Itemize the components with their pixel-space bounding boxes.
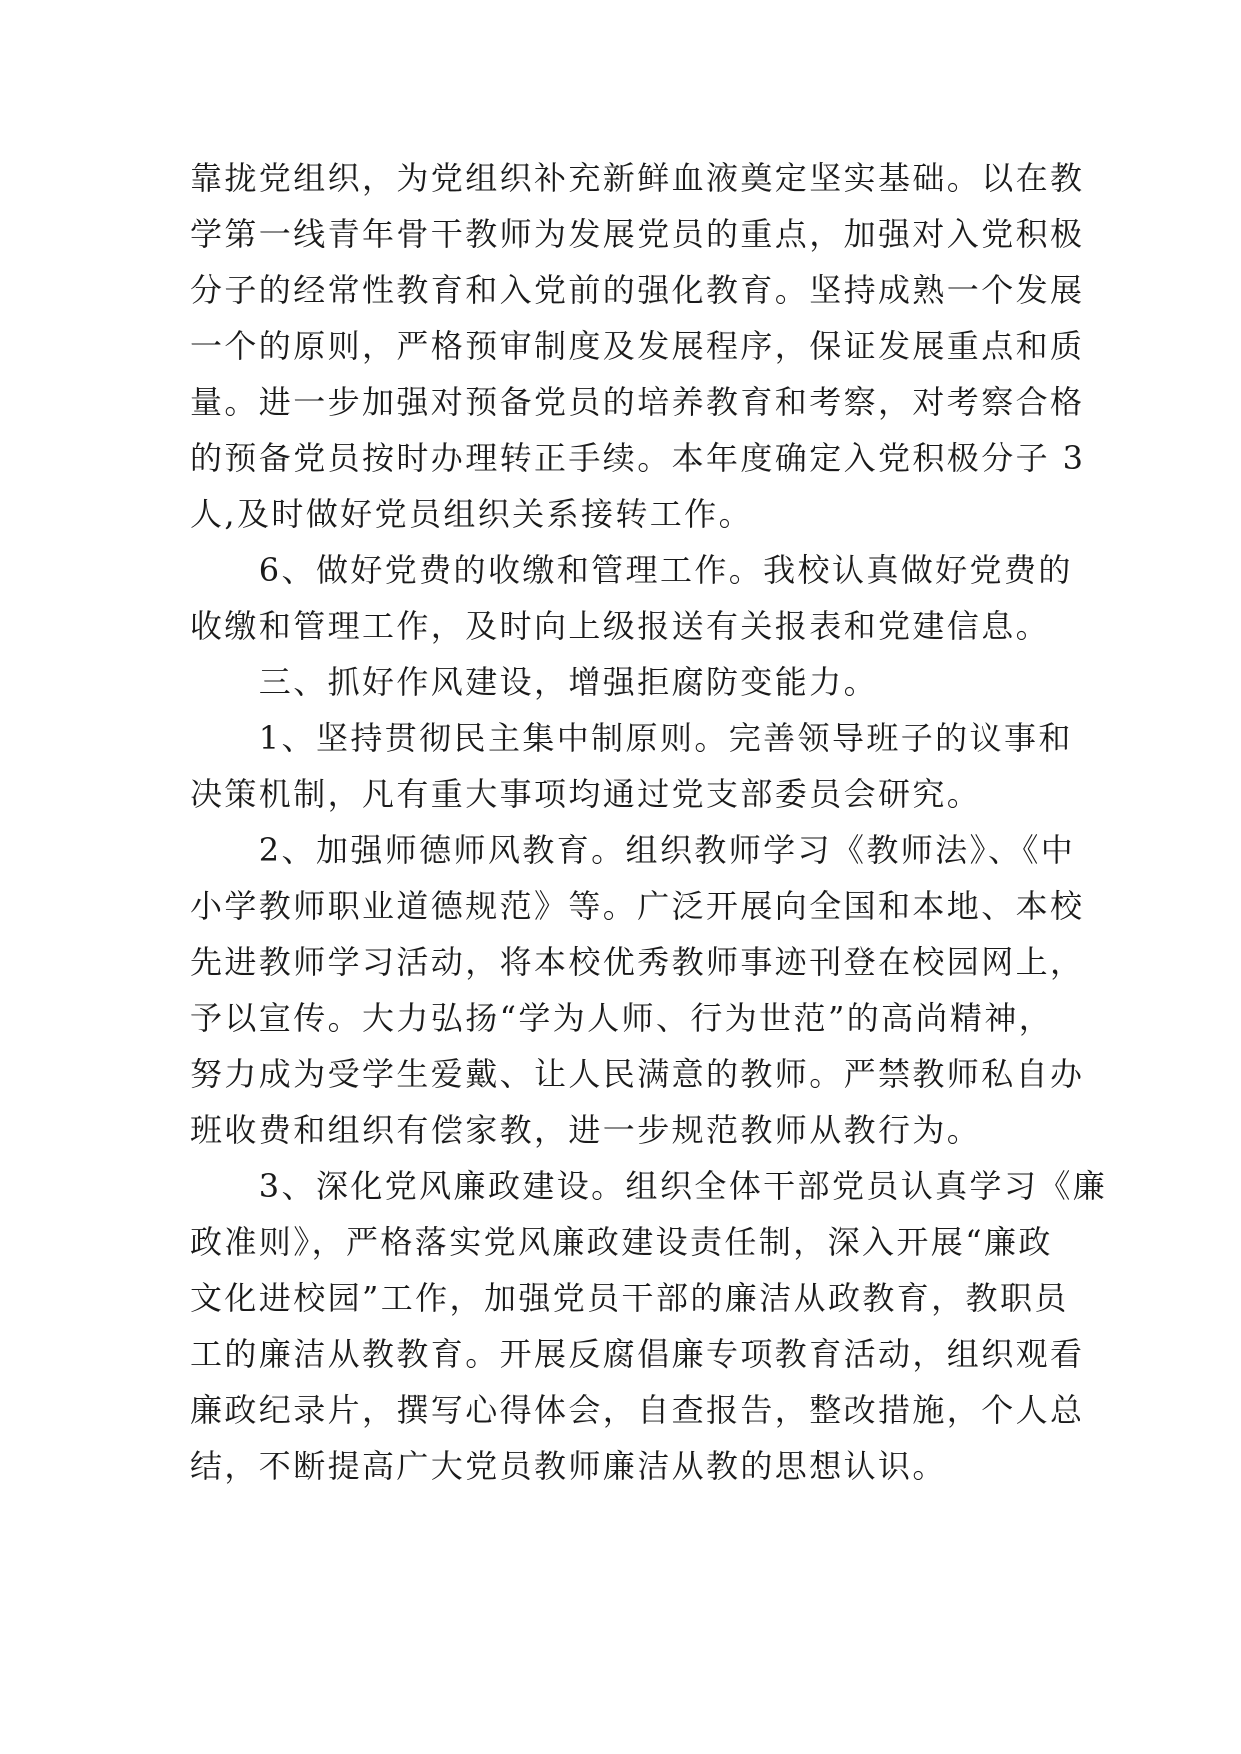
text-line: 班收费和组织有偿家教，进一步规范教师从教行为。 (190, 1111, 982, 1149)
text-line: 收缴和管理工作，及时向上级报送有关报表和党建信息。 (190, 607, 1051, 645)
body-text (190, 150, 1108, 1494)
text-line: 学第一线青年骨干教师为发展党员的重点，加强对入党积极 (190, 215, 1085, 253)
text-line: 靠拢党组织，为党组织补充新鲜血液奠定坚实基础。以在教 (190, 159, 1085, 197)
text-line: 3、深化党风廉政建设。组织全体干部党员认真学习《廉 (190, 1167, 1108, 1205)
section-heading: 三、抓好作风建设，增强拒腐防变能力。 (190, 663, 879, 701)
text-line: 结，不断提高广大党员教师廉洁从教的思想认识。 (190, 1447, 947, 1485)
text-line: 的预备党员按时办理转正手续。本年度确定入党积极分子 3 (190, 439, 1086, 477)
text-line: 决策机制，凡有重大事项均通过党支部委员会研究。 (190, 775, 982, 813)
text-line: 1、坚持贯彻民主集中制原则。完善领导班子的议事和 (190, 719, 1073, 757)
text-line: 2、加强师德师风教育。组织教师学习《教师法》、《中 (190, 831, 1076, 869)
text-line: 努力成为受学生爱戴、让人民满意的教师。严禁教师私自办 (190, 1055, 1085, 1093)
text-line: 人,及时做好党员组织关系接转工作。 (190, 495, 753, 533)
text-line: 政准则》，严格落实党风廉政建设责任制，深入开展“廉政 (190, 1223, 1053, 1261)
text-line: 量。进一步加强对预备党员的培养教育和考察，对考察合格 (190, 383, 1085, 421)
text-line: 6、做好党费的收缴和管理工作。我校认真做好党费的 (190, 551, 1073, 589)
text-line: 小学教师职业道德规范》等。广泛开展向全国和本地、本校 (190, 887, 1085, 925)
text-line: 工的廉洁从教教育。开展反腐倡廉专项教育活动，组织观看 (190, 1335, 1085, 1373)
text-line: 先进教师学习活动，将本校优秀教师事迹刊登在校园网上， (190, 943, 1085, 981)
text-line: 一个的原则，严格预审制度及发展程序，保证发展重点和质 (190, 327, 1085, 365)
text-line: 予以宣传。大力弘扬“学为人师、行为世范”的高尚精神， (190, 999, 1054, 1037)
text-line: 文化进校园”工作，加强党员干部的廉洁从政教育，教职员 (190, 1279, 1069, 1317)
text-line: 廉政纪录片，撰写心得体会，自查报告，整改措施，个人总 (190, 1391, 1085, 1429)
text-line: 分子的经常性教育和入党前的强化教育。坚持成熟一个发展 (190, 271, 1085, 309)
